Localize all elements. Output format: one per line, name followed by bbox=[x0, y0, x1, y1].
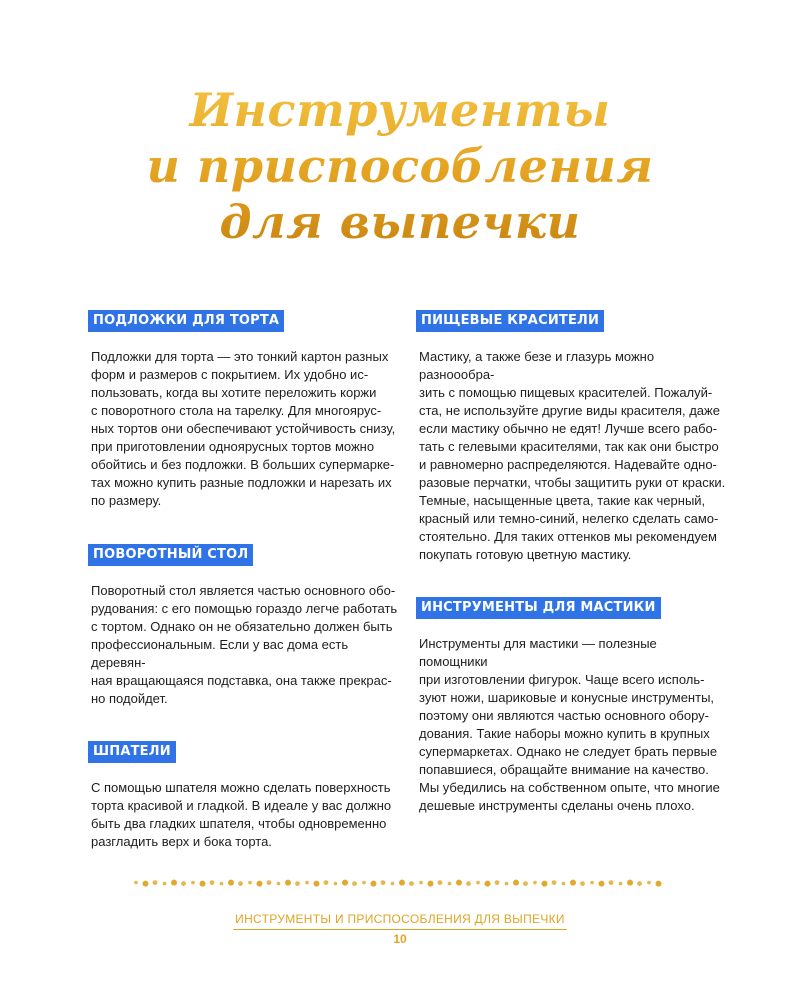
divider-dot bbox=[438, 880, 443, 885]
divider-dot bbox=[295, 881, 300, 886]
divider-dot bbox=[391, 882, 395, 886]
section-heading-spatulas: ШПАТЕЛИ bbox=[88, 741, 176, 763]
divider-dot bbox=[210, 880, 215, 885]
divider-dot bbox=[428, 881, 434, 887]
divider-dot bbox=[314, 881, 320, 887]
section-text-cake-boards: Подложки для торта — это тонкий картон разных форм и размеров с покрытием. Их удобно ис- пользовать, когда вы хотите переложить коржи с поворотного стола на тарелку. Для многоярус- ных тортов они обеспечивают устойчивость снизу, при приготовлении одноярусных тортов можно обойтись и без подложки. В больших супермарке- тах можно купить разные подложки и нарезать их по размеру. bbox=[91, 349, 396, 508]
section-heading-turntable: ПОВОРОТНЫЙ СТОЛ bbox=[88, 544, 253, 566]
divider-dot bbox=[542, 881, 548, 887]
divider-dot bbox=[238, 881, 243, 886]
divider-dot bbox=[220, 882, 224, 886]
divider-dot bbox=[523, 881, 528, 886]
section-heading-cake-boards: ПОДЛОЖКИ ДЛЯ ТОРТА bbox=[88, 310, 284, 332]
section-text-turntable: Поворотный стол является частью основного обо- рудования: с его помощью гораздо легче работать с тортом. Однако он не обязательно должен быть профессиональным. Если у вас дома есть деревян- ная вращающаяся подставка, она также прекрас- но подойдет. bbox=[91, 583, 398, 706]
divider-dot bbox=[267, 880, 272, 885]
divider-dot bbox=[456, 880, 462, 886]
divider-dot bbox=[163, 882, 167, 886]
divider-dot bbox=[257, 881, 263, 887]
divider-dot bbox=[371, 881, 377, 887]
divider-dot bbox=[552, 880, 557, 885]
page-title bbox=[0, 82, 800, 250]
page-title-line-2: и приспособления bbox=[146, 139, 654, 193]
divider-dot bbox=[324, 880, 329, 885]
left-column bbox=[88, 310, 398, 851]
divider-dot bbox=[562, 882, 566, 886]
divider-dot bbox=[505, 882, 509, 886]
page-title-line-3: для выпечки bbox=[219, 195, 581, 249]
divider-dot bbox=[277, 882, 281, 886]
divider-dot bbox=[599, 881, 605, 887]
divider-dot bbox=[609, 880, 614, 885]
section-food-colors bbox=[416, 310, 726, 564]
divider-dot bbox=[305, 881, 309, 885]
section-text-fondant-tools: Инструменты для мастики — полезные помощники при изготовлении фигурок. Чаще всего исполь- зуют ножи, шариковые и конусные инструменты, поэтому они являются частью основного обору- дования. Такие наборы можно купить в крупных супермаркетах. Однако не следует брать первые попавшиеся, обращайте внимание на качество. Мы убедились на собственном опыте, что многие дешевые инструменты сделаны очень плохо. bbox=[419, 636, 720, 813]
divider-dot bbox=[399, 880, 405, 886]
divider-dot bbox=[409, 881, 414, 886]
divider-dot bbox=[362, 881, 366, 885]
divider-dot bbox=[627, 880, 633, 886]
decorative-dotted-divider bbox=[132, 877, 672, 889]
running-footer-title-text: ИНСТРУМЕНТЫ И ПРИСПОСОБЛЕНИЯ ДЛЯ ВЫПЕЧКИ bbox=[233, 912, 567, 930]
page-title-line-1: Инструменты bbox=[189, 83, 611, 137]
divider-dot bbox=[381, 880, 386, 885]
section-heading-fondant-tools: ИНСТРУМЕНТЫ ДЛЯ МАСТИКИ bbox=[416, 597, 661, 619]
divider-dot bbox=[637, 881, 642, 886]
divider-dot bbox=[200, 881, 206, 887]
divider-dot bbox=[342, 880, 348, 886]
divider-dot bbox=[590, 881, 594, 885]
divider-dot bbox=[352, 881, 357, 886]
divider-dot bbox=[191, 881, 195, 885]
divider-dot bbox=[448, 882, 452, 886]
section-cake-boards bbox=[88, 310, 398, 510]
divider-dot bbox=[513, 880, 519, 886]
divider-dot bbox=[228, 880, 234, 886]
divider-dot bbox=[580, 881, 585, 886]
divider-dot bbox=[619, 882, 623, 886]
divider-dot bbox=[476, 881, 480, 885]
section-text-spatulas: С помощью шпателя можно сделать поверхность торта красивой и гладкой. В идеале у вас должно быть два гладких шпателя, чтобы одновременно разгладить верх и бока торта. bbox=[91, 780, 392, 849]
divider-dot bbox=[153, 880, 158, 885]
section-turntable bbox=[88, 544, 398, 708]
divider-dot bbox=[466, 881, 471, 886]
section-spatulas bbox=[88, 741, 398, 851]
page-number: 10 bbox=[393, 932, 407, 946]
divider-dot bbox=[419, 881, 423, 885]
divider-dot bbox=[181, 881, 186, 886]
section-heading-food-colors: ПИЩЕВЫЕ КРАСИТЕЛИ bbox=[416, 310, 604, 332]
divider-dot bbox=[134, 881, 138, 885]
divider-dot bbox=[570, 880, 576, 886]
divider-dot bbox=[143, 881, 149, 887]
right-column bbox=[416, 310, 726, 815]
divider-dot bbox=[485, 881, 491, 887]
divider-dot bbox=[171, 880, 177, 886]
divider-dot bbox=[285, 880, 291, 886]
divider-dot bbox=[334, 882, 338, 886]
divider-dot bbox=[647, 881, 651, 885]
running-footer-title bbox=[0, 912, 800, 926]
divider-dot bbox=[248, 881, 252, 885]
divider-dot bbox=[533, 881, 537, 885]
section-fondant-tools bbox=[416, 597, 726, 815]
section-text-food-colors: Мастику, а также безе и глазурь можно разноообра- зить с помощью пищевых красителей. Пожалуй- ста, не используйте другие виды красителя, даже если мастику обычно не едят! Лучше всего рабо- тать с гелевыми красителями, так как они быстро и равномерно распределяются. Надевайте одно- разовые перчатки, чтобы защитить руки от краски. Темные, насыщенные цвета, такие как черный, красный или темно-синий, нелегко сделать само- стоятельно. Для таких оттенков мы рекомендуем покупать готовую цветную мастику. bbox=[419, 349, 726, 562]
divider-dot bbox=[656, 881, 662, 887]
divider-dot bbox=[495, 880, 500, 885]
